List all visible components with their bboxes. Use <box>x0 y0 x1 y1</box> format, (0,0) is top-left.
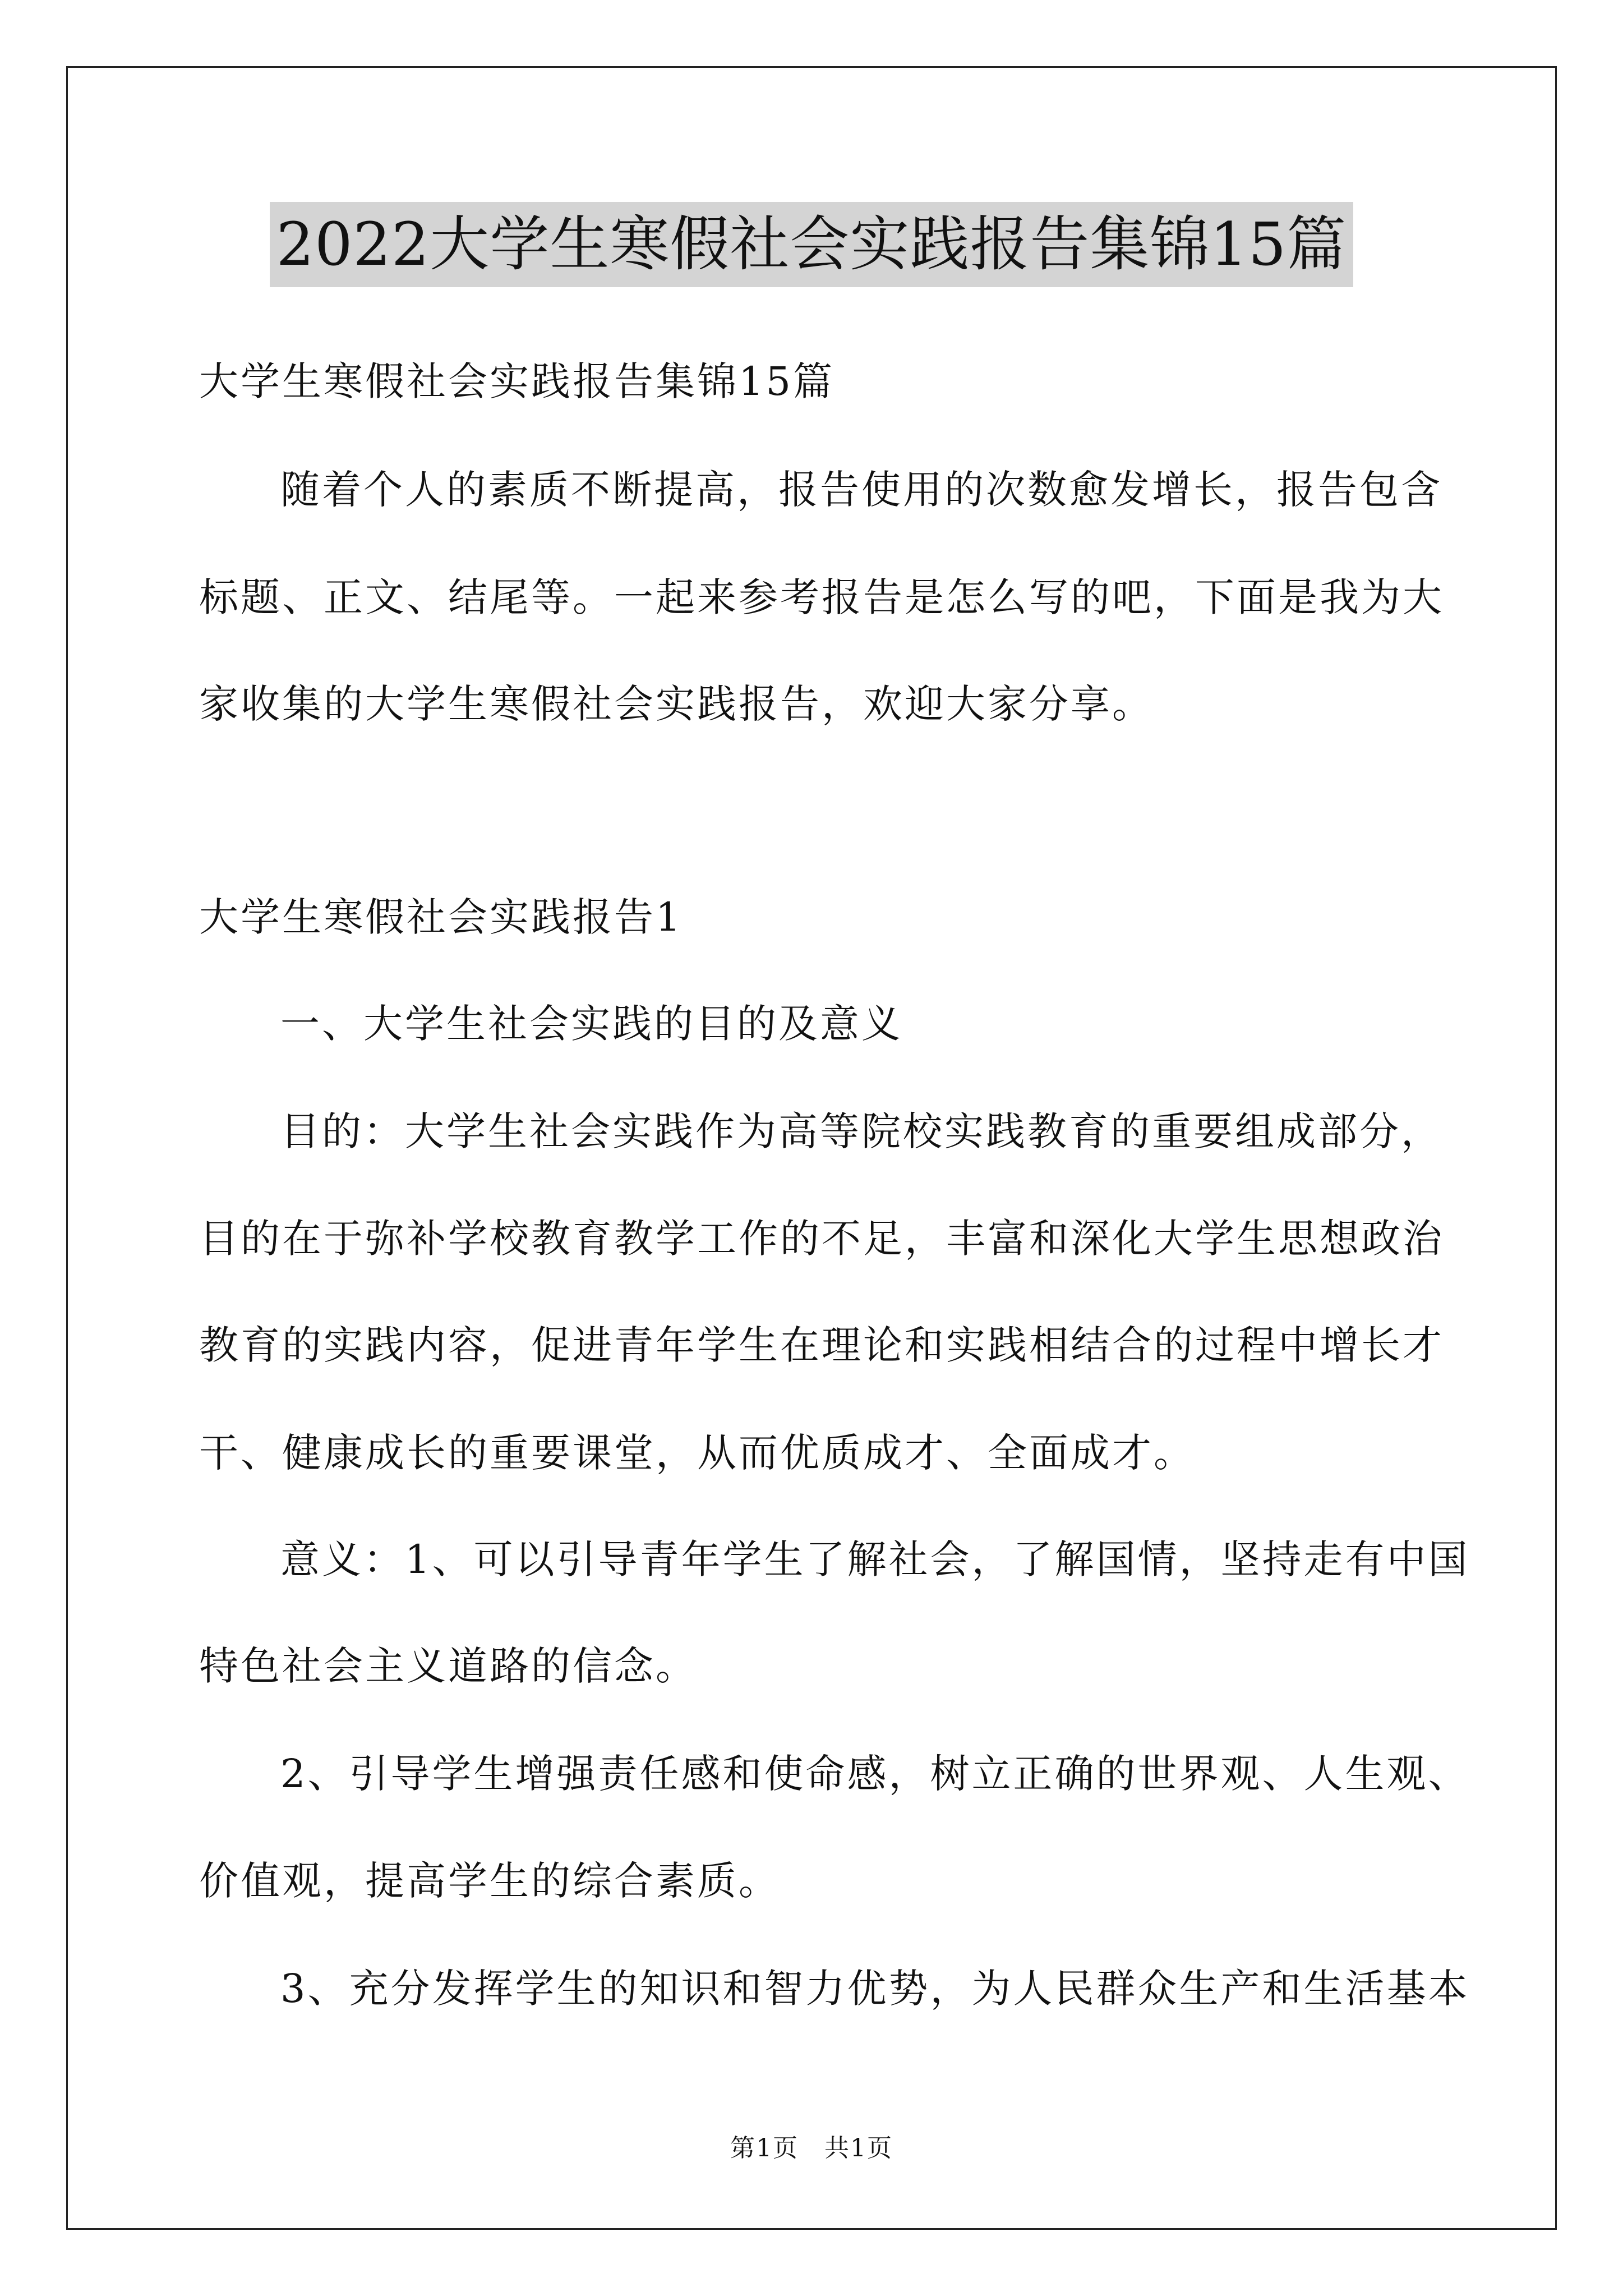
paragraph-line: 目的在于弥补学校教育教学工作的不足，丰富和深化大学生思想政治 <box>199 1216 1444 1262</box>
document-title-container <box>0 202 1623 287</box>
paragraph-line: 3、充分发挥学生的知识和智力优势，为人民群众生产和生活基本 <box>280 1966 1470 2012</box>
page-number-footer: 第1页 共1页 <box>730 2134 893 2162</box>
paragraph-line: 目的：大学生社会实践作为高等院校实践教育的重要组成部分， <box>280 1108 1442 1154</box>
paragraph-line: 家收集的大学生寒假社会实践报告，欢迎大家分享。 <box>199 681 1154 727</box>
paragraph-line: 教育的实践内容，促进青年学生在理论和实践相结合的过程中增长才 <box>199 1322 1444 1368</box>
document-title: 2022大学生寒假社会实践报告集锦15篇 <box>270 202 1354 287</box>
paragraph-line: 标题、正文、结尾等。一起来参考报告是怎么写的吧，下面是我为大 <box>199 574 1444 620</box>
paragraph-line: 随着个人的素质不断提高，报告使用的次数愈发增长，报告包含 <box>280 467 1442 513</box>
subtitle-line: 大学生寒假社会实践报告集锦15篇 <box>199 358 835 404</box>
paragraph-line: 一、大学生社会实践的目的及意义 <box>280 1001 903 1047</box>
paragraph-line: 特色社会主义道路的信念。 <box>199 1643 697 1689</box>
paragraph-line: 价值观，提高学生的综合素质。 <box>199 1858 780 1904</box>
section-heading: 大学生寒假社会实践报告1 <box>199 894 683 940</box>
paragraph-line: 意义：1、可以引导青年学生了解社会，了解国情，坚持走有中国 <box>280 1536 1470 1582</box>
paragraph-line: 干、健康成长的重要课堂，从而优质成才、全面成才。 <box>199 1430 1195 1476</box>
paragraph-line: 2、引导学生增强责任感和使命感，树立正确的世界观、人生观、 <box>280 1751 1470 1797</box>
